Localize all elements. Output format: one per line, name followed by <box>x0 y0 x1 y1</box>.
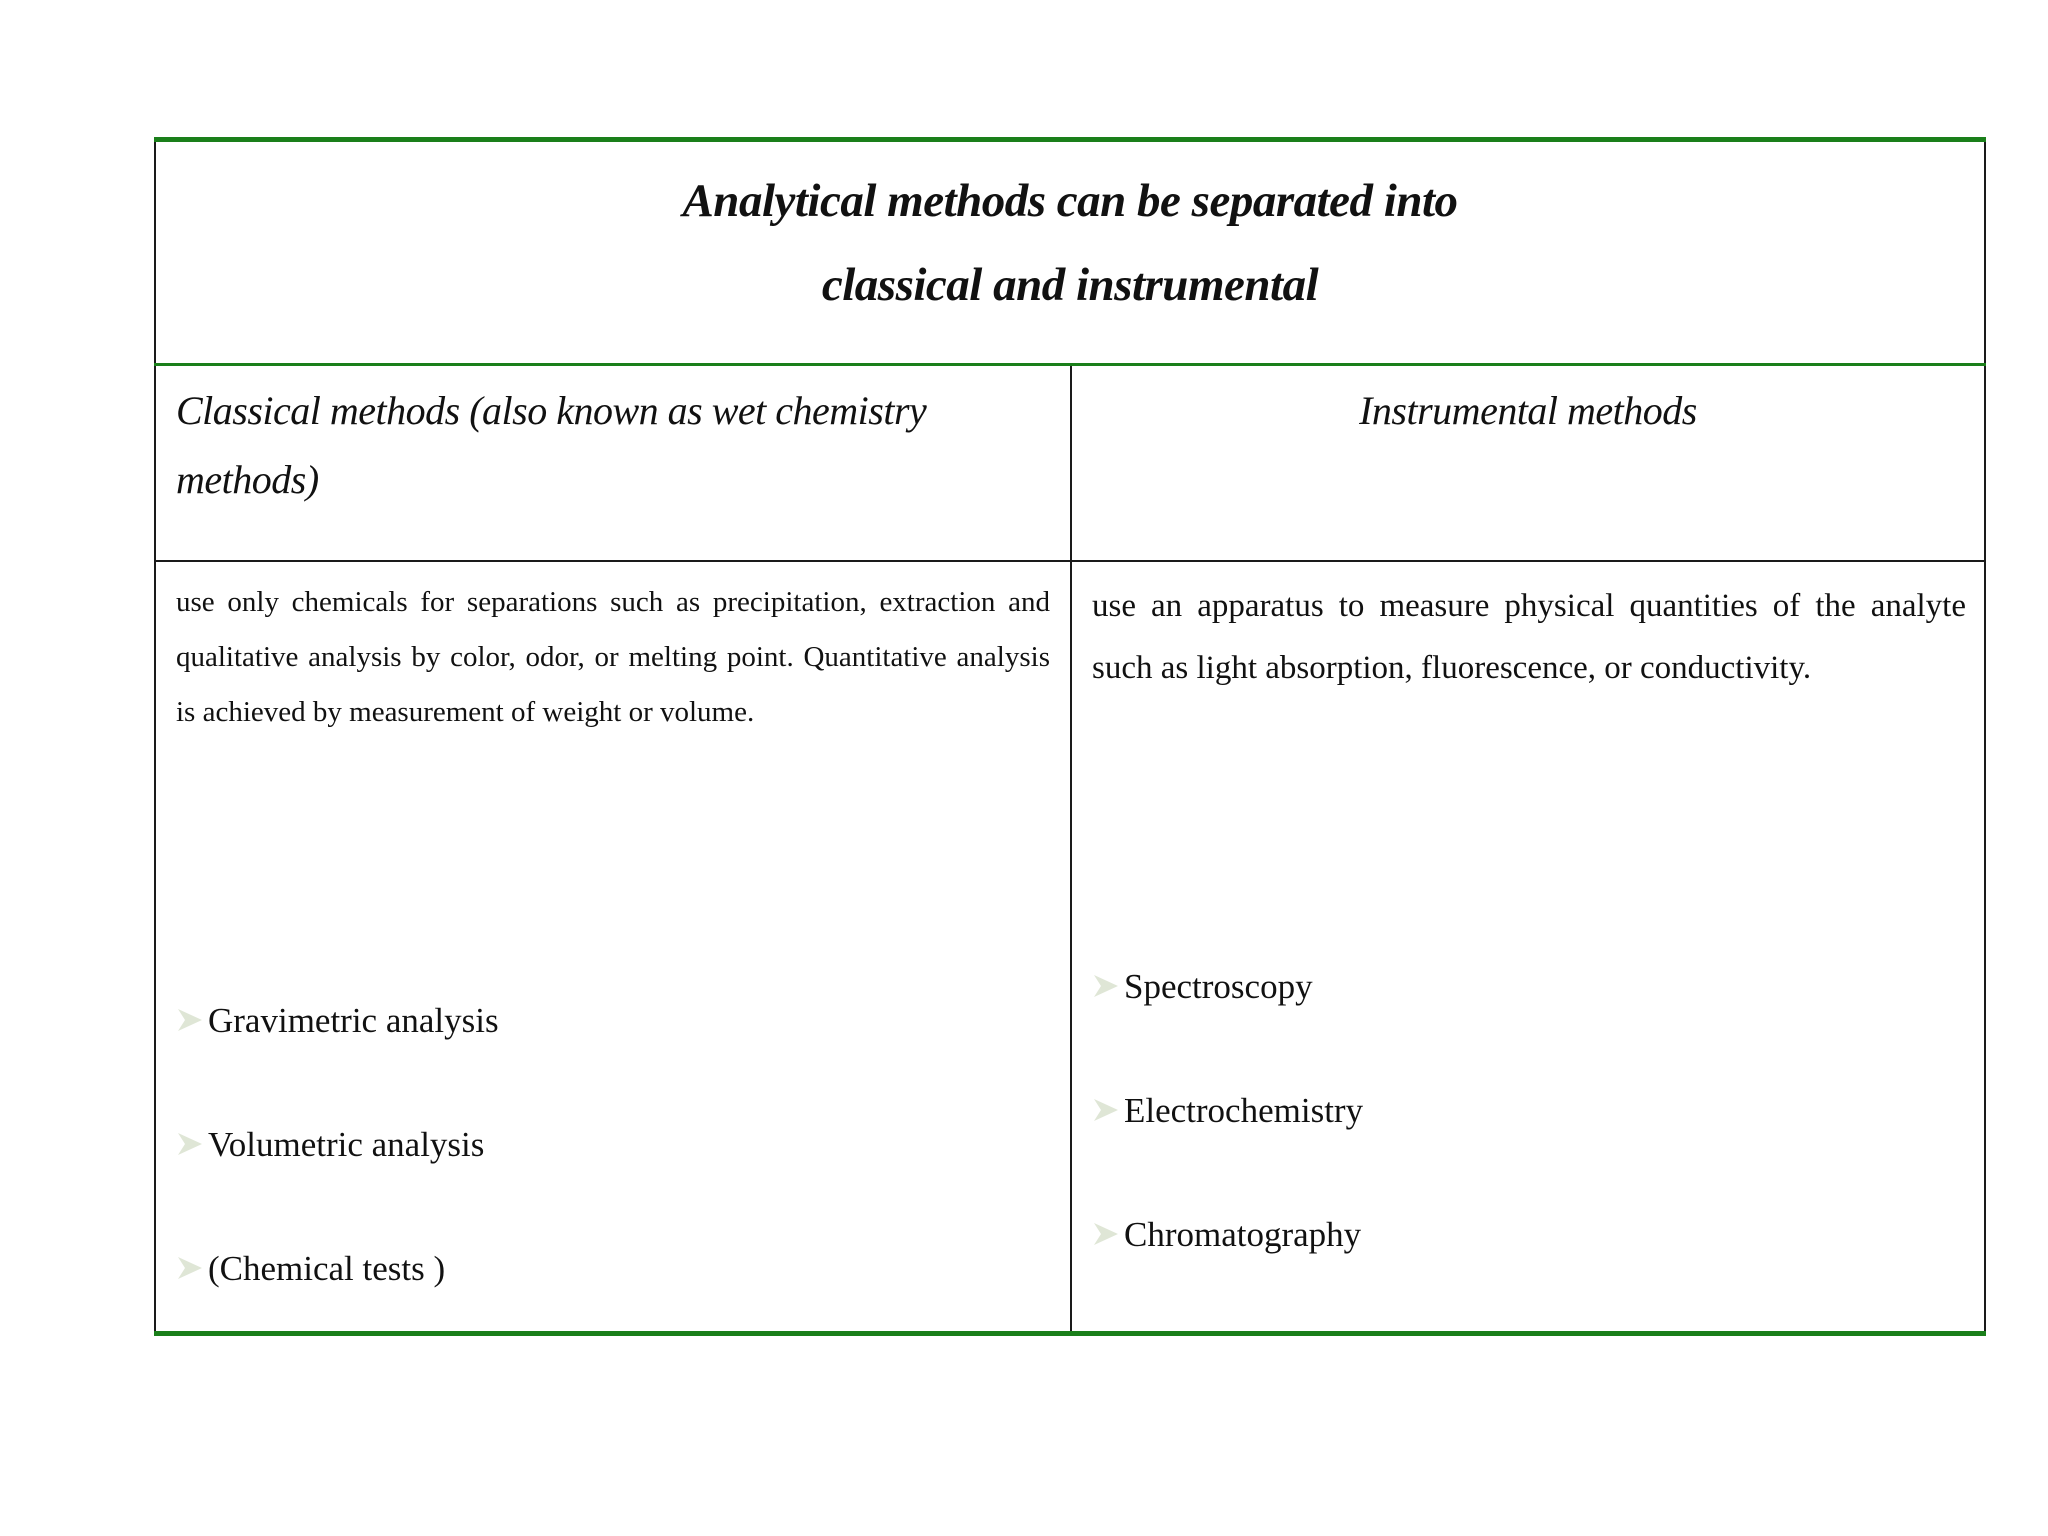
list-item-label: (Chemical tests ) <box>208 1249 446 1288</box>
instrumental-methods-list <box>1092 925 1363 1297</box>
list-item <box>176 1083 499 1207</box>
list-item-label: Spectroscopy <box>1124 967 1313 1006</box>
classical-methods-list <box>176 959 499 1331</box>
list-item-label: Volumetric analysis <box>208 1125 485 1164</box>
subheader-divider-rule <box>156 560 1984 562</box>
arrowhead-bullet-icon <box>176 1128 208 1162</box>
classical-methods-heading: Classical methods (also known as wet chemistry methods) <box>176 388 927 502</box>
column-divider <box>1070 366 1072 1331</box>
instrumental-methods-description: use an apparatus to measure physical quantities of the analyte such as light absorption, fluorescence, or conductivity. <box>1092 588 1966 686</box>
list-item-label: Gravimetric analysis <box>208 1001 499 1040</box>
table-title <box>156 159 1984 327</box>
arrowhead-bullet-icon <box>1092 1094 1124 1128</box>
list-item <box>1092 1049 1363 1173</box>
arrowhead-bullet-icon <box>1092 970 1124 1004</box>
classical-methods-description: use only chemicals for separations such as precipitation, extraction and qualitative analysis by color, odor, or melting point. Quantitative analysis is achieved by measurement of weight or volume. <box>176 586 1050 728</box>
title-line-1: Analytical methods can be separated into <box>682 175 1458 227</box>
list-item <box>1092 1173 1363 1297</box>
table-top-rule <box>154 137 1986 142</box>
instrumental-methods-heading: Instrumental methods <box>1359 388 1697 433</box>
arrowhead-bullet-icon <box>1092 1218 1124 1252</box>
list-item-label: Chromatography <box>1124 1215 1362 1254</box>
arrowhead-bullet-icon <box>176 1004 208 1038</box>
list-item <box>1092 925 1363 1049</box>
table-bottom-rule <box>154 1331 1986 1336</box>
title-line-2: classical and instrumental <box>821 259 1319 311</box>
list-item <box>176 959 499 1083</box>
arrowhead-bullet-icon <box>176 1252 208 1286</box>
list-item-label: Electrochemistry <box>1124 1091 1364 1130</box>
list-item <box>176 1207 499 1331</box>
methods-table <box>154 137 1986 1336</box>
